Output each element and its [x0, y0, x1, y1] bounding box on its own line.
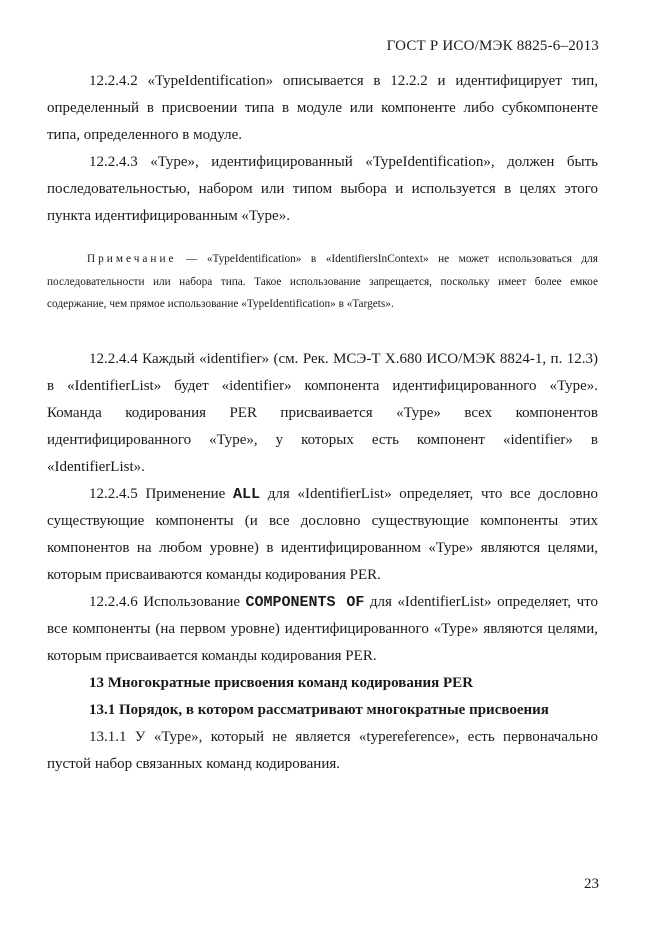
section-13-1-heading: 13.1 Порядок, в котором рассматривают многократные присвоения [89, 701, 549, 718]
standard-header: ГОСТ Р ИСО/МЭК 8825-6–2013 [386, 38, 599, 54]
page-content [47, 68, 598, 778]
paragraph-13-1-1: 13.1.1 У «Type», который не является «typereference», есть первоначально пустой набор связанных команд кодирования. [47, 728, 598, 772]
note-label: Примечание [87, 253, 177, 265]
paragraph-12-2-4-2: 12.2.4.2 «TypeIdentification» описывается в 12.2.2 и идентифицирует тип, определенный в присвоении типа в модуле или компоненте либо субкомпоненте типа, определенного в модуле. [47, 73, 598, 143]
paragraph-12-2-4-4: 12.2.4.4 Каждый «identifier» (см. Рек. МСЭ-Т X.680 ИСО/МЭК 8824-1, п. 12.3) в «IdentifierList» будет «identifier» компонента идентифицированного «Type». Команда кодирования PER присваивается «Type» всех компонентов идентифицированного «Type», у которых есть компонент «identifier» в «IdentifierList». [47, 350, 598, 475]
p6-text-start: 12.2.4.6 Использование [89, 593, 246, 610]
paragraph-12-2-4-6 [47, 589, 598, 670]
paragraph-12-2-4-5 [47, 481, 598, 589]
paragraph-12-2-4-3: 12.2.4.3 «Type», идентифицированный «TypeIdentification», должен быть последовательностью, набором или типом выбора и используется в целях этого пункта идентифицированным «Type». [47, 154, 598, 224]
p5-text-start: 12.2.4.5 Применение [89, 485, 234, 502]
note-block [47, 248, 598, 316]
p6-text-end: для «IdentifierList» определяет, что все компоненты (на первом уровне) идентифицированного «Type» являются целями, которым присваивается команды кодирования PER. [47, 593, 598, 664]
keyword-components-of: COMPONENTS OF [245, 593, 365, 611]
note-text: — «TypeIdentification» в «IdentifiersInContext» не может использоваться для последовательности или набора типа. Такое использование запрещается, поскольку имеет более емкое содержание, чем прямое использование «TypeIdentification» в «Targets». [47, 253, 598, 310]
page-number: 23 [584, 876, 599, 892]
p5-text-end: для «IdentifierList» определяет, что все дословно существующие компоненты (и все дословно существующие компоненты этих компонентов на любом уровне) в идентифицированном «Type» являются целями, которым присваиваются команды кодирования PER. [47, 485, 598, 583]
section-13-heading: 13 Многократные присвоения команд кодирования PER [89, 674, 474, 691]
keyword-all: ALL [233, 485, 261, 503]
